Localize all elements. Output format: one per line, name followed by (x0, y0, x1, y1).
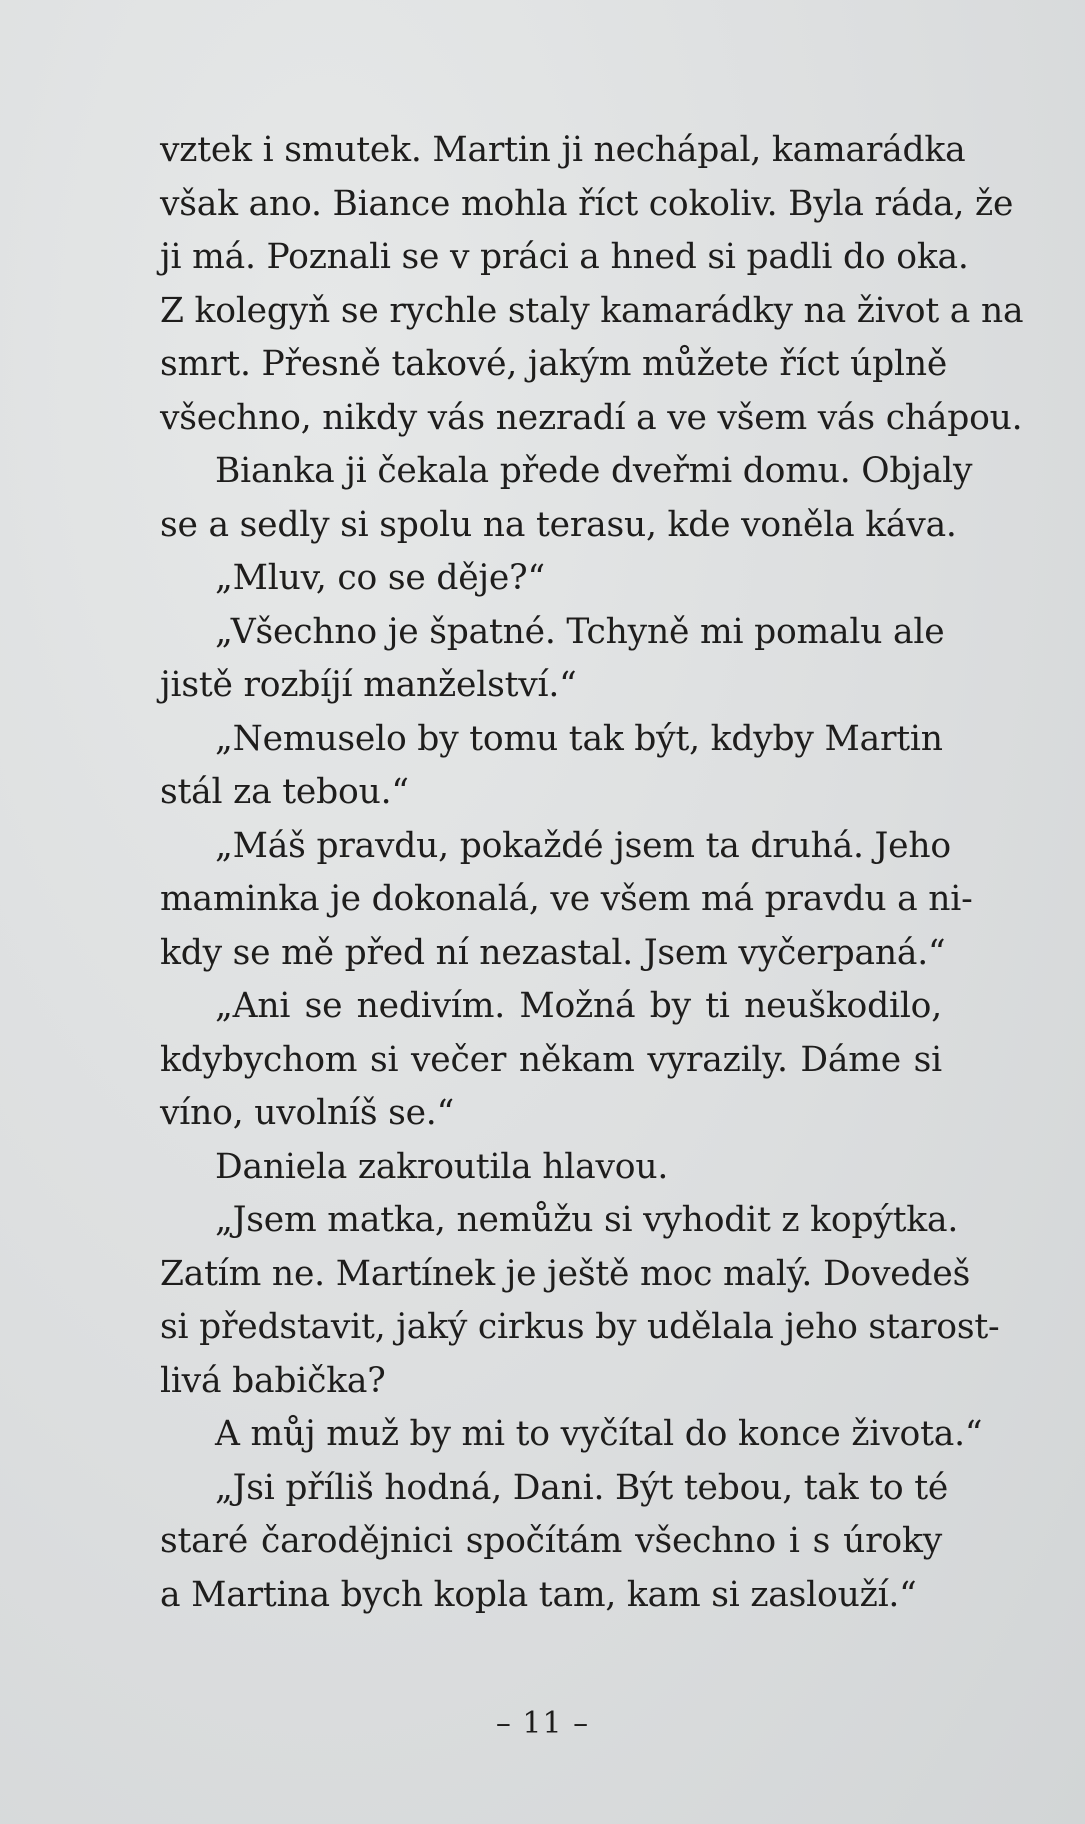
text-line: stál za tebou.“ (160, 772, 409, 812)
text-line: „Ani se nedivím. Možná by ti neuškodilo, (215, 986, 942, 1026)
text-line: staré čarodějnici spočítám všechno i s úroky (160, 1521, 942, 1561)
text-line: A můj muž by mi to vyčítal do konce života.“ (215, 1414, 983, 1454)
text-line: víno, uvolníš se.“ (160, 1093, 455, 1133)
text-line: smrt. Přesně takové, jakým můžete říct úplně (160, 344, 948, 384)
text-line: „Máš pravdu, pokaždé jsem ta druhá. Jeho (215, 825, 951, 866)
text-line: a Martina bych kopla tam, kam si zaslouží.“ (160, 1574, 917, 1615)
text-line: maminka je dokonalá, ve všem má pravdu a ni- (160, 879, 973, 919)
text-line: kdy se mě před ní nezastal. Jsem vyčerpaná.“ (160, 932, 946, 973)
text-line: „Jsi příliš hodná, Dani. Být tebou, tak to té (215, 1467, 949, 1508)
text-line: „Všechno je špatné. Tchyně mi pomalu ale (215, 611, 945, 652)
text-line: Daniela zakroutila hlavou. (215, 1146, 669, 1187)
text-line: jistě rozbíjí manželství.“ (160, 665, 577, 705)
text-line: však ano. Biance mohla říct cokoliv. Byla ráda, že (160, 183, 1014, 224)
text-line: „Mluv, co se děje?“ (215, 558, 545, 598)
text-line: se a sedly si spolu na terasu, kde voněla káva. (160, 504, 957, 545)
text-line: Zatím ne. Martínek je ještě moc malý. Dovedeš (160, 1253, 971, 1294)
text-line: si představit, jaký cirkus by udělala jeho starost- (160, 1307, 1000, 1347)
text-line: Z kolegyň se rychle staly kamarádky na život a na (160, 290, 1024, 331)
text-line: Bianka ji čekala přede dveřmi domu. Objaly (215, 451, 973, 491)
text-line: ji má. Poznali se v práci a hned si padli do oka. (160, 237, 969, 277)
text-line: „Nemuselo by tomu tak být, kdyby Martin (215, 718, 943, 759)
page-number: – 11 – (495, 1706, 590, 1741)
text-line: livá babička? (160, 1360, 386, 1401)
text-line: „Jsem matka, nemůžu si vyhodit z kopýtka. (215, 1200, 959, 1240)
body-text (160, 124, 1024, 1622)
text-line: vztek i smutek. Martin ji nechápal, kamarádka (160, 130, 966, 170)
text-line: kdybychom si večer někam vyrazily. Dáme si (160, 1039, 942, 1080)
text-line: všechno, nikdy vás nezradí a ve všem vás chápou. (160, 397, 1023, 438)
